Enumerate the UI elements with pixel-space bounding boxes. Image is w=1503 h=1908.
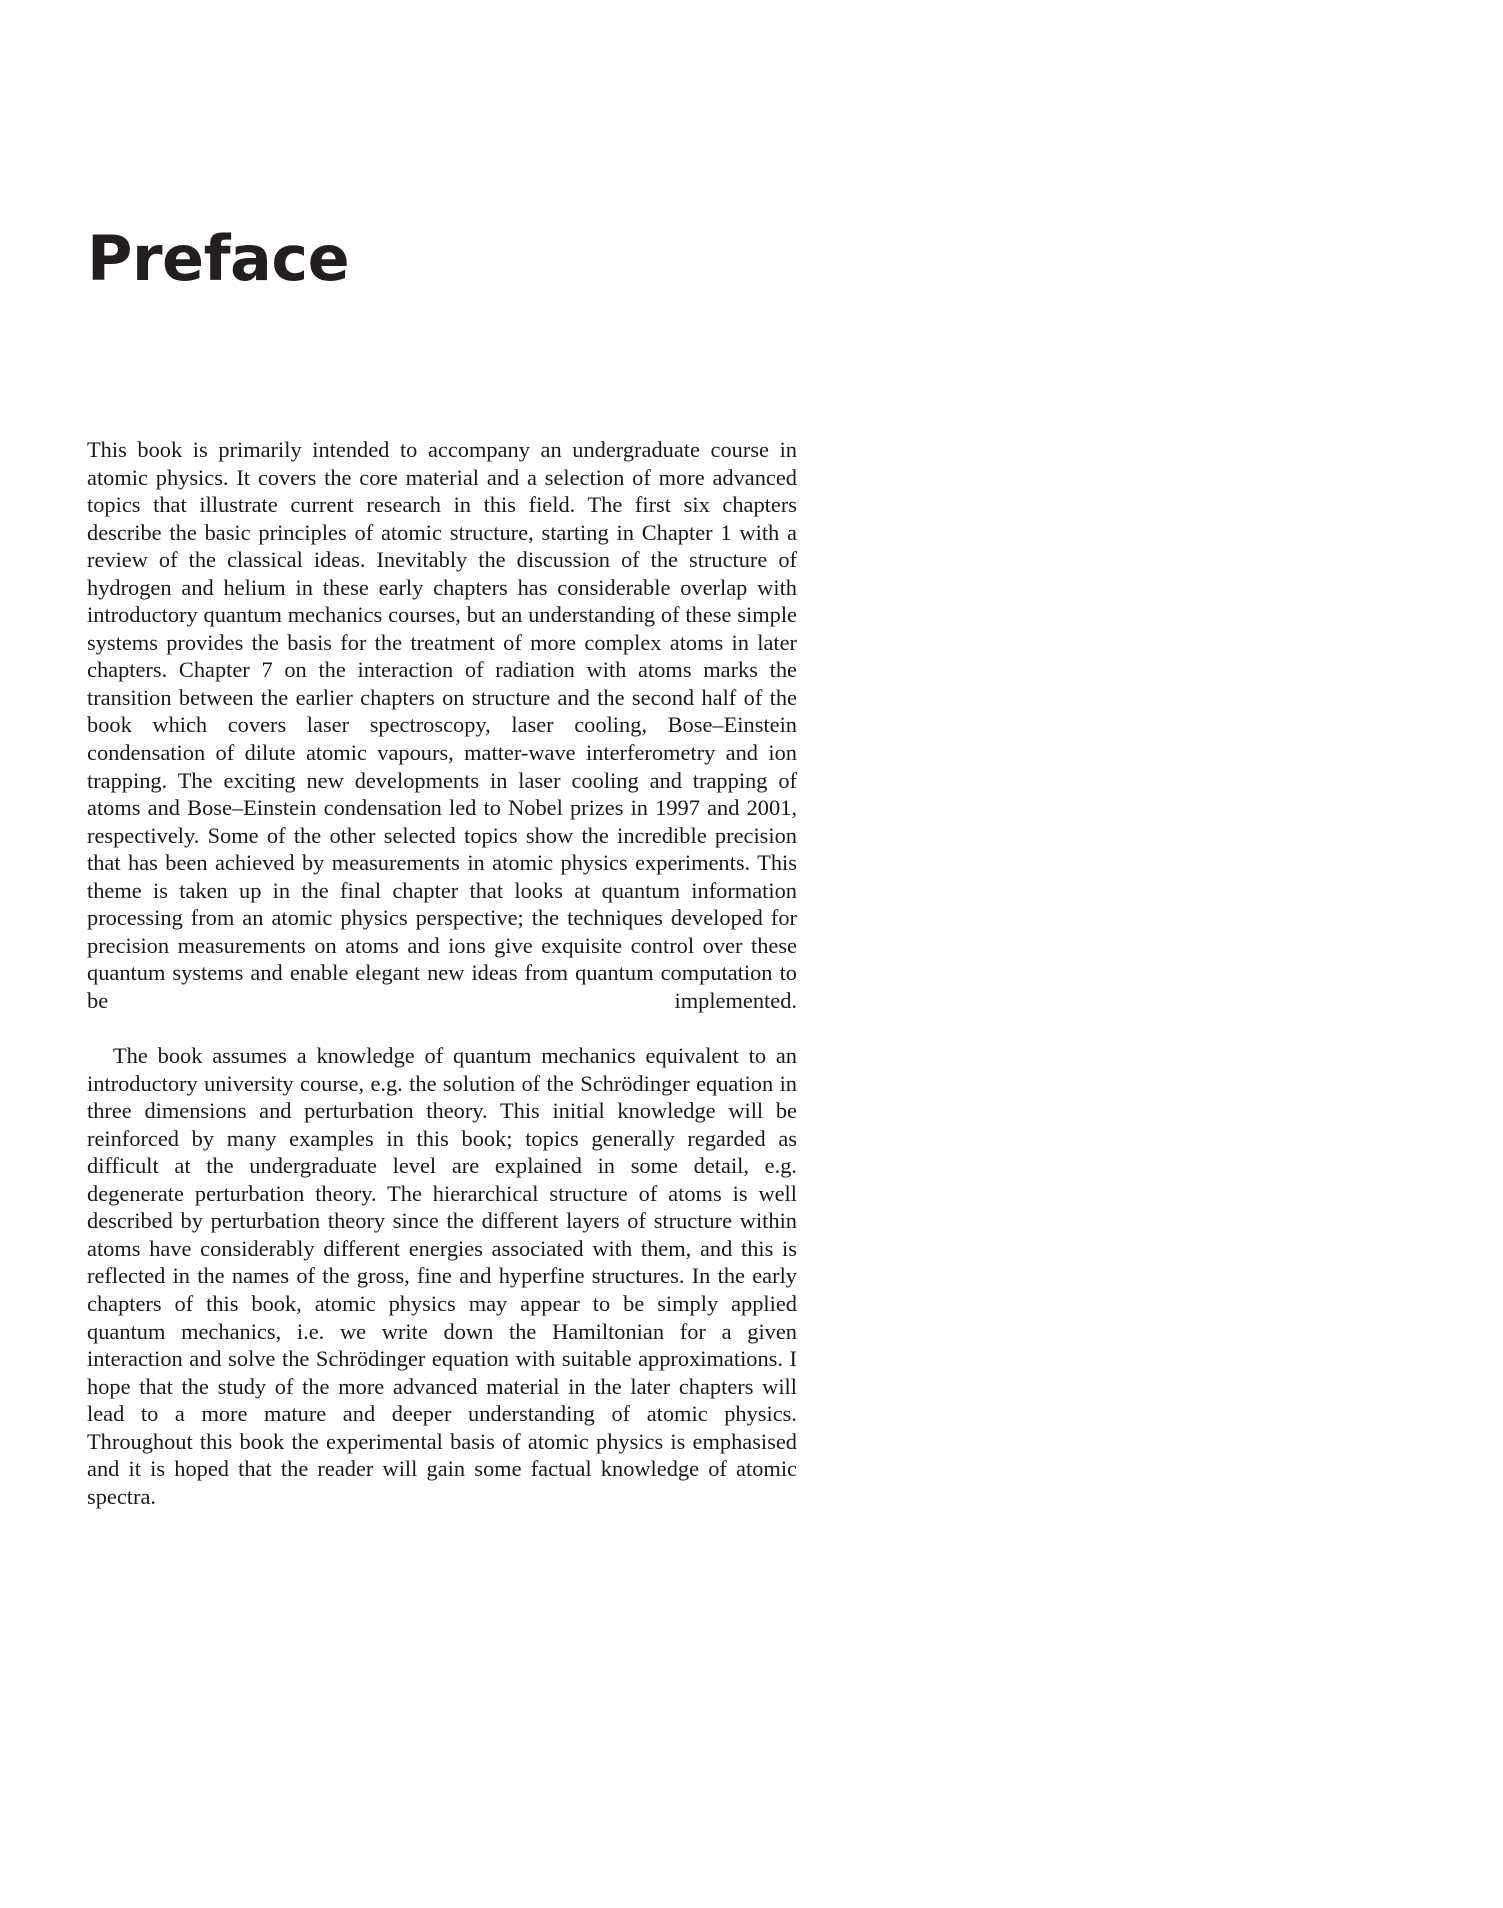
paragraph-2: The book assumes a knowledge of quantum mechanics equivalent to an introductory university course, e.g. the solution of the Schrödinger equation in three dimensions and perturbation theory. This initial knowledge will be reinforced by many examples in this book; topics generally regarded as difficult at the undergraduate level are explained in some detail, e.g. degenerate perturbation theory. The hierarchical structure of atoms is well described by perturbation theory since the different layers of structure within atoms have considerably different energies associated with them, and this is reflected in the names of the gross, fine and hyperfine structures. In the early chapters of this book, atomic physics may appear to be simply applied quantum mechanics, i.e. we write down the Hamiltonian for a given interaction and solve the Schrödinger equation with suitable approximations. I hope that the study of the more advanced material in the later chapters will lead to a more mature and deeper understanding of atomic physics. Throughout this book the experimental basis of atomic physics is emphasised and it is hoped that the reader will gain some factual knowledge of atomic spectra. — [87, 1043, 797, 1509]
paragraph-1: This book is primarily intended to accompany an undergraduate course in atomic physics. It covers the core material and a selection of more advanced topics that illustrate current research in this field. The first six chapters describe the basic principles of atomic structure, starting in Chapter 1 with a review of the classical ideas. Inevitably the discussion of the structure of hydrogen and helium in these early chapters has considerable overlap with introductory quantum mechanics courses, but an understanding of these simple systems provides the basis for the treatment of more complex atoms in later chapters. Chapter 7 on the interaction of radiation with atoms marks the transition between the earlier chapters on structure and the second half of the book which covers laser spectroscopy, laser cooling, Bose–Einstein condensation of dilute atomic vapours, matter-wave interferometry and ion trapping. The exciting new developments in laser cooling and trapping of atoms and Bose–Einstein condensation led to Nobel prizes in 1997 and 2001, respectively. Some of the other selected topics show the incredible precision that has been achieved by measurements in atomic physics experiments. This theme is taken up in the final chapter that looks at quantum information processing from an atomic physics perspective; the techniques developed for precision measurements on atoms and ions give exquisite control over these quantum systems and enable elegant new ideas from quantum computation to be implemented. — [87, 437, 797, 1013]
page-title: Preface — [87, 222, 350, 295]
body-copy — [87, 436, 797, 1538]
